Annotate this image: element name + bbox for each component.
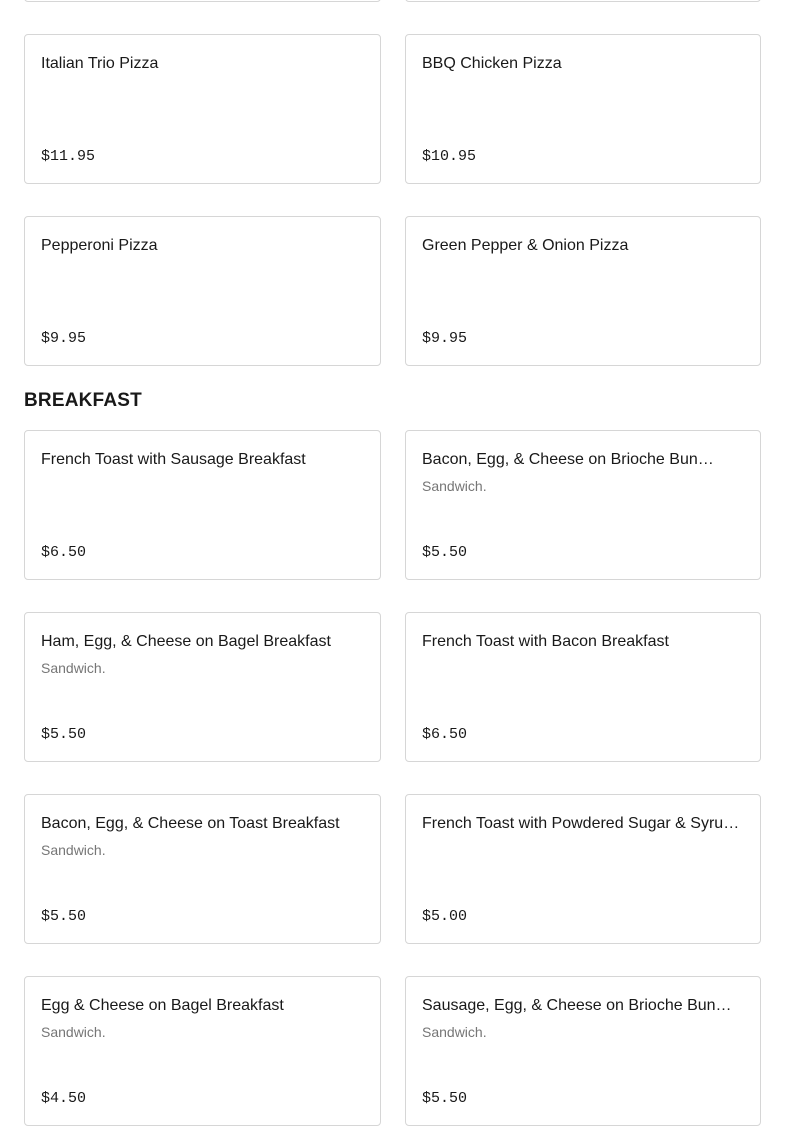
menu-item-card[interactable] — [405, 34, 761, 184]
menu-item-card[interactable] — [405, 216, 761, 366]
menu-item-card[interactable] — [24, 216, 381, 366]
menu-item-price: $6.50 — [41, 544, 87, 561]
menu-item-description: Sandwich. — [422, 1024, 487, 1040]
menu-item-name: Sausage, Egg, & Cheese on Brioche Bun… — [422, 997, 732, 1014]
menu-item-name: French Toast with Bacon Breakfast — [422, 633, 669, 650]
menu-item-price: $10.95 — [422, 148, 477, 165]
menu-item-card[interactable] — [24, 34, 381, 184]
menu-item-price: $5.50 — [41, 726, 87, 743]
menu-item-card[interactable] — [405, 612, 761, 762]
menu-item-price: $11.95 — [41, 148, 96, 165]
menu-item-card[interactable] — [405, 794, 761, 944]
menu-item-price: $5.50 — [41, 908, 87, 925]
menu-item-price: $6.50 — [422, 726, 468, 743]
menu-item-name: BBQ Chicken Pizza — [422, 55, 562, 72]
menu-item-name: Bacon, Egg, & Cheese on Toast Breakfast — [41, 815, 340, 832]
pizza-items-grid — [24, 34, 761, 366]
menu-item-card[interactable] — [24, 794, 381, 944]
breakfast-items-grid — [24, 430, 761, 1126]
menu-item-name: Bacon, Egg, & Cheese on Brioche Bun… — [422, 451, 714, 468]
menu-item-price: $9.95 — [41, 330, 87, 347]
menu-item-price: $5.50 — [422, 1090, 468, 1107]
menu-item-price: $9.95 — [422, 330, 468, 347]
menu-item-card[interactable] — [24, 430, 381, 580]
menu-item-card[interactable] — [24, 0, 381, 2]
menu-item-name: Italian Trio Pizza — [41, 55, 159, 72]
menu-item-price: $4.50 — [41, 1090, 87, 1107]
menu-item-description: Sandwich. — [41, 842, 106, 858]
menu-item-price: $5.50 — [422, 544, 468, 561]
menu-item-card[interactable] — [405, 976, 761, 1126]
menu-item-description: Sandwich. — [41, 1024, 106, 1040]
menu-item-name: French Toast with Sausage Breakfast — [41, 451, 306, 468]
menu-item-name: Egg & Cheese on Bagel Breakfast — [41, 997, 284, 1014]
section-title-breakfast: BREAKFAST — [24, 390, 142, 411]
menu-item-card[interactable] — [405, 0, 761, 2]
menu-item-name: Green Pepper & Onion Pizza — [422, 237, 629, 254]
menu-item-price: $5.00 — [422, 908, 468, 925]
menu-item-description: Sandwich. — [422, 478, 487, 494]
previous-row-stub — [24, 0, 761, 2]
menu-item-card[interactable] — [24, 612, 381, 762]
menu-item-card[interactable] — [24, 976, 381, 1126]
menu-item-name: French Toast with Powdered Sugar & Syru… — [422, 815, 740, 832]
menu-item-card[interactable] — [405, 430, 761, 580]
menu-item-description: Sandwich. — [41, 660, 106, 676]
menu-item-name: Ham, Egg, & Cheese on Bagel Breakfast — [41, 633, 331, 650]
menu-item-name: Pepperoni Pizza — [41, 237, 158, 254]
